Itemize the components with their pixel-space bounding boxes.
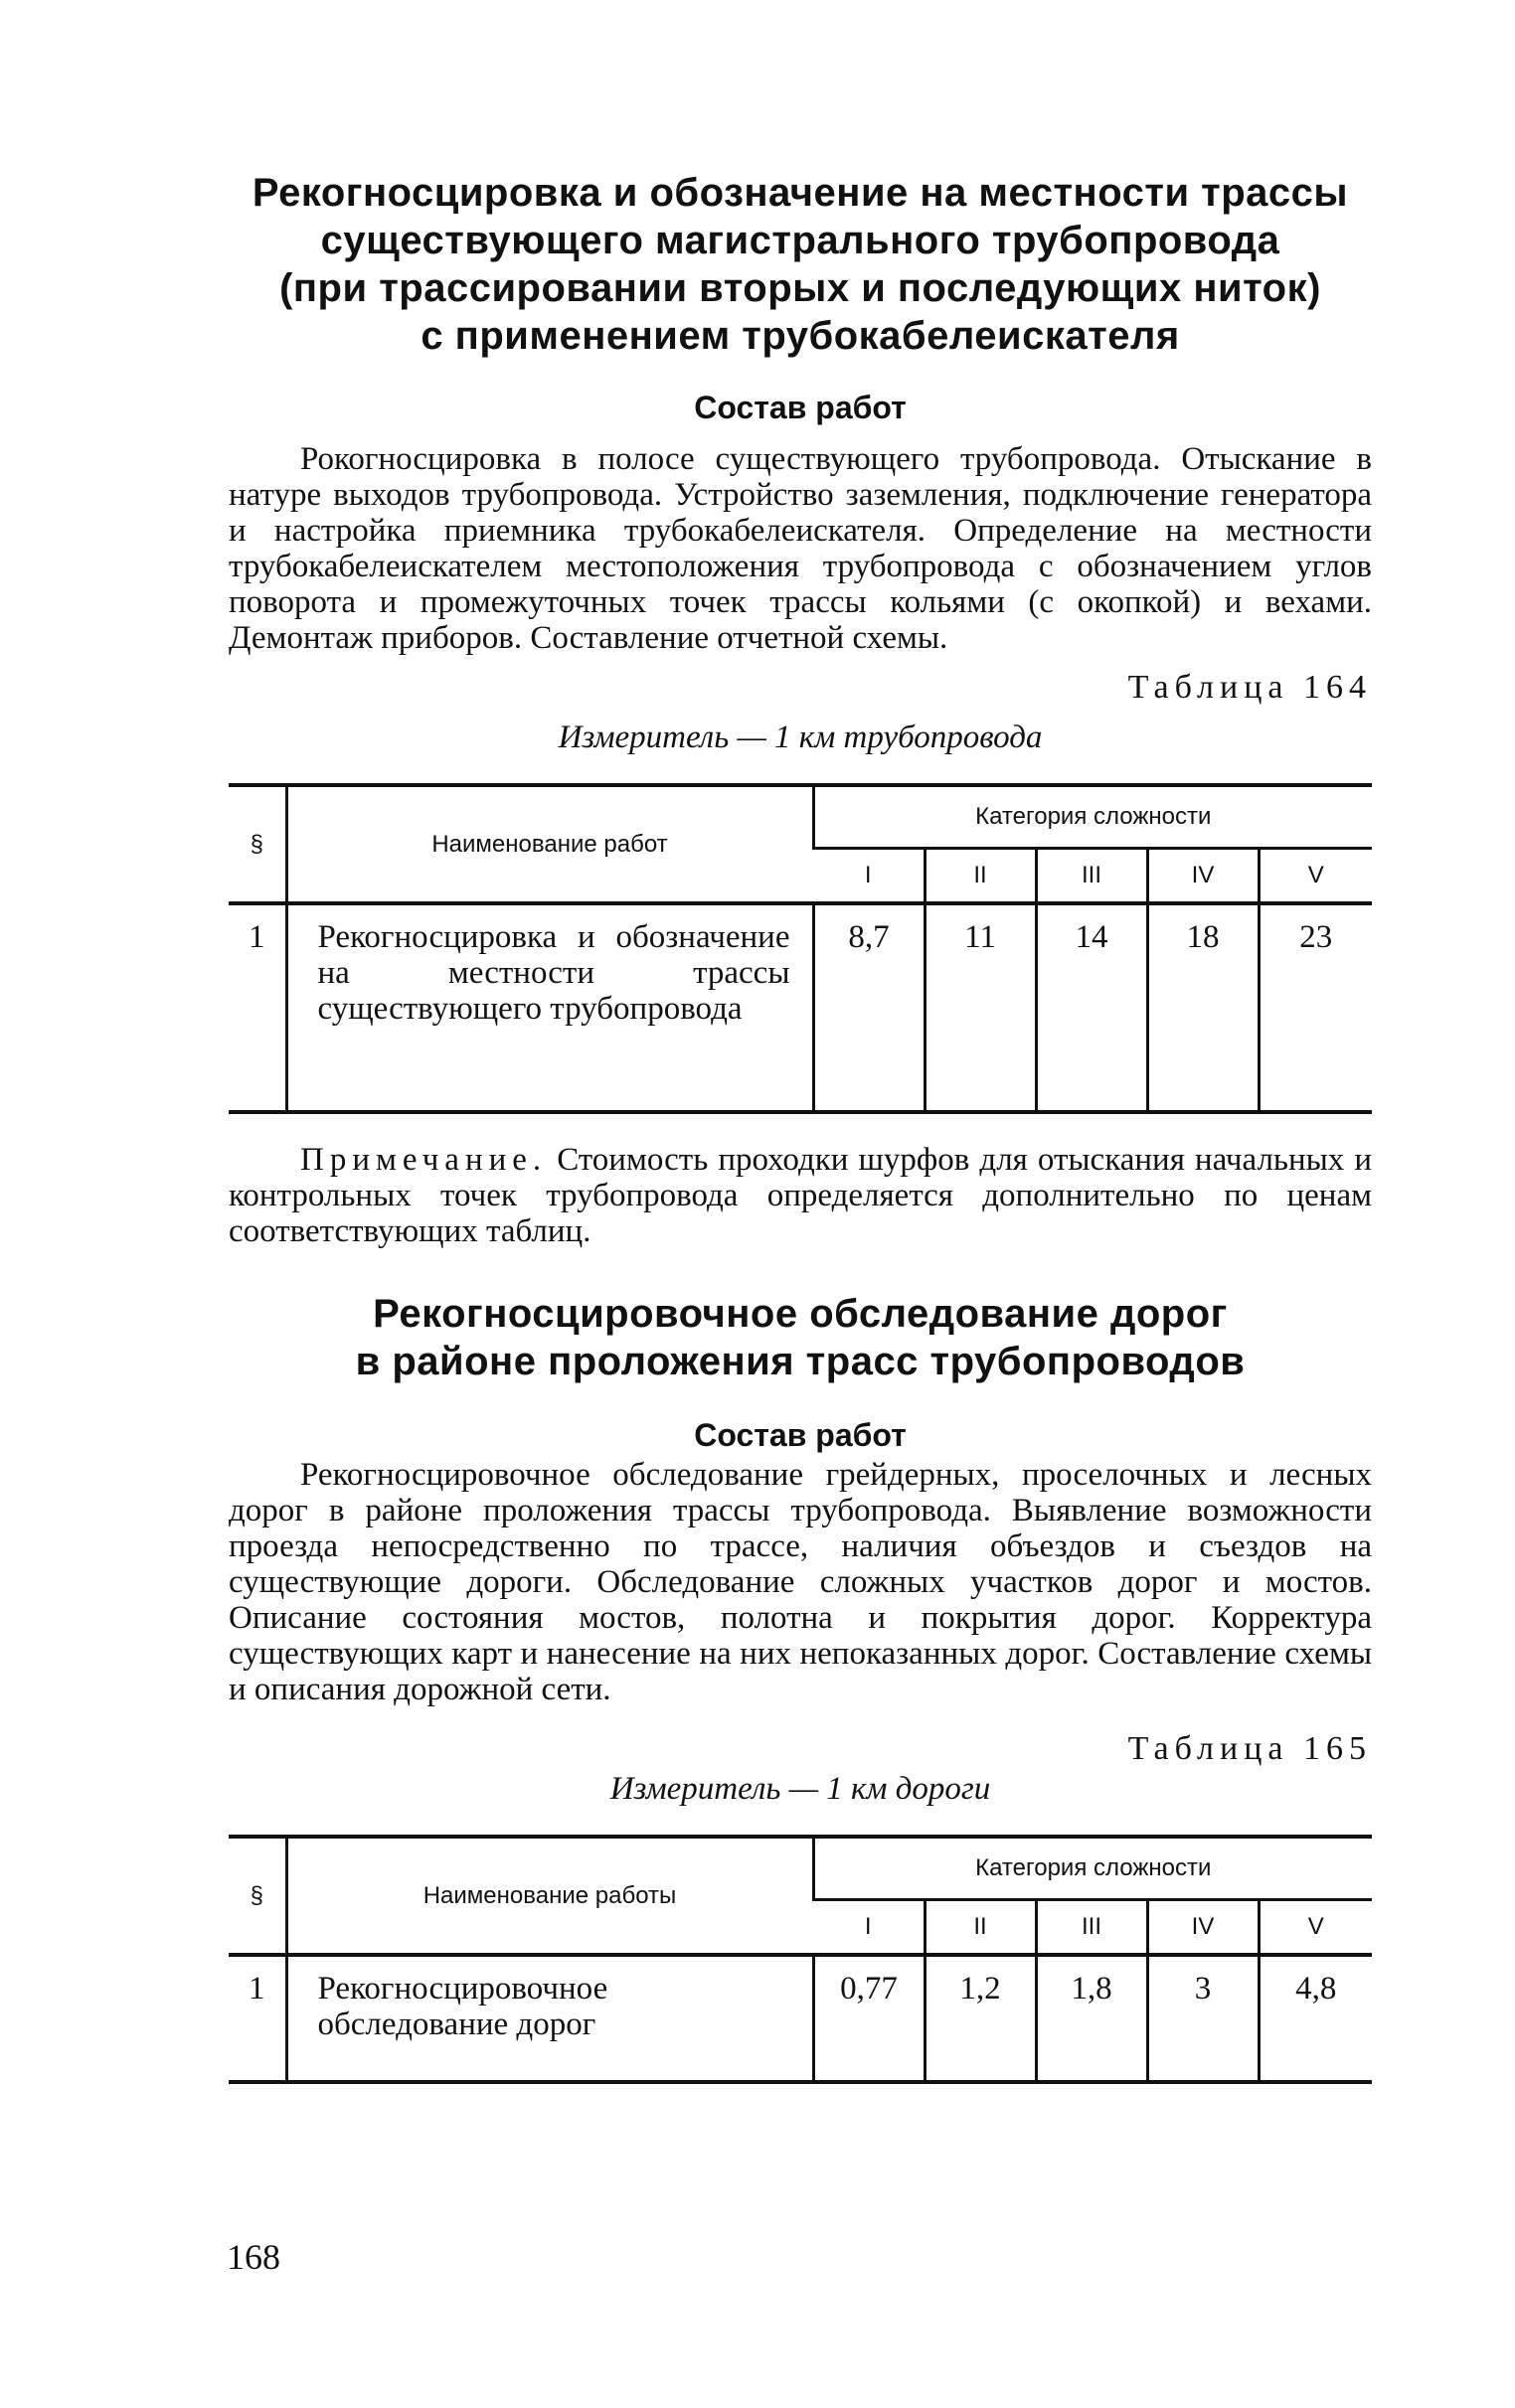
note-text: Стоимость проходки шурфов для отыскания начальных и контрольных точек трубопровода определяется дополнительно по ценам соответствующих таблиц. (229, 1142, 1373, 1249)
table-164-note (229, 1142, 1372, 1249)
title-line: Рекогносцировка и обозначение на местности трассы (252, 171, 1349, 215)
table-165-measure: Измеритель — 1 км дороги (609, 1771, 991, 1807)
row-value-iii: 1,8 (1036, 1955, 1147, 2082)
table-row (229, 903, 1372, 1112)
title-line: в районе проложения трасс трубопроводов (355, 1340, 1246, 1383)
header-category: Категория сложности (813, 1837, 1372, 1900)
section-2-subhead: Состав работ (694, 1417, 907, 1453)
row-name: Рекогносцировка и обозначение на местности трассы существующего трубопровода (286, 903, 813, 1112)
title-line: (при трассировании вторых и последующих ниток) (279, 266, 1321, 310)
table-165 (229, 1835, 1372, 2084)
row-value-v: 23 (1259, 903, 1372, 1112)
row-value-iv: 18 (1147, 903, 1259, 1112)
header-name: Наименование работ (286, 785, 813, 903)
header-category: Категория сложности (813, 785, 1372, 849)
row-section: 1 (249, 919, 265, 955)
table-165-number: Таблица 165 (1127, 1730, 1372, 1767)
header-category-i: I (864, 1913, 872, 1940)
note-label: Примечание. (300, 1142, 548, 1178)
table-row (229, 1955, 1372, 2082)
section-1-title (229, 169, 1372, 360)
row-value-iii: 14 (1036, 903, 1147, 1112)
section-1-paragraph: Рокогносцировка в полосе существующего трубопровода. Отыскание в натуре выходов трубопровода. Устройство заземления, подключение генератора и настройка приемника трубокабелеискателя. Определение на местности трубокабелеискателем местоположения трубопровода с обозначением углов поворота и промежуточных точек трассы кольями (с окопкой) и вехами. Демонтаж приборов. Составление отчетной схемы. (229, 441, 1372, 656)
table-164-number: Таблица 164 (1127, 669, 1372, 706)
header-category-iii: III (1036, 849, 1147, 904)
title-line: существующего магистрального трубопровода (320, 219, 1280, 262)
header-category-ii: II (925, 849, 1036, 904)
header-category-iv: IV (1147, 1900, 1259, 1956)
header-section: § (250, 830, 263, 858)
section-2-title (229, 1290, 1372, 1385)
header-section: § (250, 1881, 263, 1909)
header-category-v: V (1259, 1900, 1372, 1956)
row-value-ii: 11 (925, 903, 1036, 1112)
section-1 (229, 169, 1372, 1249)
header-category-iv: IV (1147, 849, 1259, 904)
section-2-paragraph: Рекогносцировочное обследование грейдерных, проселочных и лесных дорог в районе проложения трассы трубопровода. Выявление возможности проезда непосредственно по трассе, наличия объездов и съездов на существующие дороги. Обследование сложных участков дорог и мостов. Описание состояния мостов, полотна и покрытия дорог. Корректура существующих карт и нанесение на них непоказанных дорог. Составление схемы и описания дорожной сети. (229, 1457, 1372, 1707)
header-category-v: V (1259, 849, 1372, 904)
table-164 (229, 783, 1372, 1114)
page-number: 168 (227, 2237, 280, 2277)
row-value-iv: 3 (1147, 1955, 1259, 2082)
section-2 (229, 1290, 1372, 2084)
table-164-measure: Измеритель — 1 км трубопровода (558, 720, 1043, 755)
row-value-i: 0,77 (813, 1955, 925, 2082)
row-name: Рекогносцировочное обследование дорог (286, 1955, 813, 2082)
section-1-subhead: Состав работ (694, 390, 907, 425)
row-value-ii: 1,2 (925, 1955, 1036, 2082)
header-category-ii: II (925, 1900, 1036, 1956)
title-line: Рекогносцировочное обследование дорог (373, 1292, 1228, 1336)
header-category-iii: III (1036, 1900, 1147, 1956)
row-value-v: 4,8 (1259, 1955, 1372, 2082)
header-category-i: I (864, 862, 872, 888)
row-value-i: 8,7 (813, 903, 925, 1112)
row-section: 1 (249, 1971, 265, 2007)
title-line: с применением трубокабелеискателя (421, 314, 1180, 358)
header-name: Наименование работы (286, 1837, 813, 1955)
